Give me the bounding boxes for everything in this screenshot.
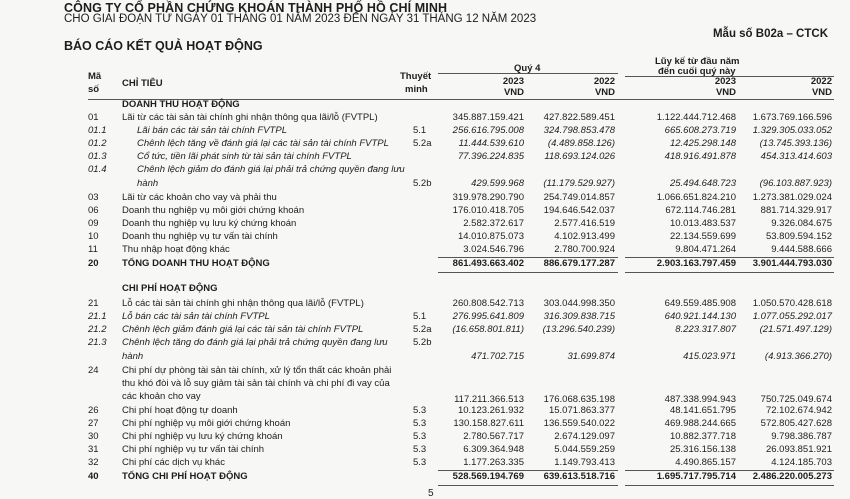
row-q4-2022: 303.044.998.350 xyxy=(543,298,615,309)
row-note: 5.3 xyxy=(413,418,427,429)
report-period: CHO GIAI ĐOẠN TỪ NGÀY 01 THÁNG 01 NĂM 2023 ĐẾN NGÀY 31 THÁNG 12 NĂM 2023 xyxy=(64,13,537,25)
row-code: 26 xyxy=(88,405,99,416)
row-ytd-2022: (96.103.887.923) xyxy=(759,178,832,189)
col-code-label-1: Mã xyxy=(88,71,102,82)
row-q4-2023: 10.123.261.932 xyxy=(457,405,524,416)
row-ytd-2023: 415.023.971 xyxy=(683,351,736,362)
row-note: 5.2b xyxy=(413,178,432,189)
row-q4-2022: 2.674.129.097 xyxy=(554,431,615,442)
row-ytd-2023: 2.903.163.797.459 xyxy=(656,258,736,269)
row-name: Chênh lệch giảm do đánh giá lại phải trả chứng quyền đang lưu xyxy=(137,164,405,175)
table-row xyxy=(0,192,850,205)
row-name: Chi phí các dịch vụ khác xyxy=(122,457,225,468)
col-y22-year: 2022 xyxy=(810,76,832,87)
row-note: 5.2a xyxy=(413,138,432,149)
row-q4-2023: 429.599.968 xyxy=(471,178,524,189)
row-q4-2022: 136.559.540.022 xyxy=(543,418,615,429)
col-ytd-label-1: Lũy kế từ đầu năm xyxy=(655,56,740,67)
table-row xyxy=(0,337,850,350)
row-name: Chi phí nghiệp vụ lưu ký chứng khoán xyxy=(122,431,283,442)
row-q4-2023: 117.211.366.513 xyxy=(454,394,524,405)
col-y23-unit: VND xyxy=(715,87,736,98)
table-row xyxy=(0,405,850,418)
row-name-line3: các khoản cho vay xyxy=(122,391,201,402)
row-ytd-2022: 9.798.386.787 xyxy=(771,431,832,442)
row-q4-2023: 2.780.567.717 xyxy=(463,431,524,442)
table-row xyxy=(0,298,850,311)
row-ytd-2022: 3.901.444.793.030 xyxy=(752,258,832,269)
row-q4-2023: 528.569.194.769 xyxy=(452,471,524,482)
row-ytd-2023: 10.013.483.537 xyxy=(669,218,736,229)
row-ytd-2023: 665.608.273.719 xyxy=(664,125,736,136)
row-ytd-2022: (13.745.393.136) xyxy=(759,138,832,149)
row-q4-2022: 427.822.589.451 xyxy=(543,112,615,123)
row-ytd-2022: 9.444.588.666 xyxy=(771,244,832,255)
row-code: 32 xyxy=(88,457,99,468)
row-note: 5.2a xyxy=(413,324,432,335)
table-row-continued xyxy=(0,351,850,364)
row-code: 30 xyxy=(88,431,99,442)
row-ytd-2023: 25.494.648.723 xyxy=(669,178,736,189)
row-name: Chênh lệch tăng do đánh giá lại phải trả chứng quyền đang lưu xyxy=(122,337,388,348)
table-row xyxy=(0,418,850,431)
row-ytd-2023: 10.882.377.718 xyxy=(669,431,736,442)
row-code: 10 xyxy=(88,231,99,242)
row-q4-2023: 260.808.542.713 xyxy=(452,298,524,309)
row-q4-2022: (13.296.540.239) xyxy=(542,324,615,335)
row-code: 06 xyxy=(88,205,99,216)
company-name: CÔNG TY CỔ PHẦN CHỨNG KHOÁN THÀNH PHỐ HỒ CHÍ MINH xyxy=(64,1,448,15)
page-number: 5 xyxy=(428,488,434,499)
form-number: Mẫu số B02a – CTCK xyxy=(712,28,828,40)
col-q23-unit: VND xyxy=(503,87,524,98)
row-code: 20 xyxy=(88,258,99,269)
row-ytd-2022: 1.077.055.292.017 xyxy=(752,311,832,322)
row-code: 03 xyxy=(88,192,99,203)
section-revenue: DOANH THU HOẠT ĐỘNG xyxy=(122,99,240,110)
row-note: 5.1 xyxy=(413,125,427,136)
row-q4-2022: 886.679.177.287 xyxy=(543,258,615,269)
row-ytd-2022: 1.273.381.029.024 xyxy=(752,192,832,203)
row-ytd-2023: 1.695.717.795.714 xyxy=(656,471,736,482)
row-q4-2023: 176.010.418.705 xyxy=(452,205,524,216)
row-code: 01 xyxy=(88,112,99,123)
row-code: 21.3 xyxy=(88,337,107,348)
row-q4-2022: 2.780.700.924 xyxy=(554,244,615,255)
table-row-continued xyxy=(0,378,850,391)
row-code: 01.1 xyxy=(88,125,107,136)
row-q4-2022: 316.309.838.715 xyxy=(543,311,615,322)
row-q4-2023: 319.978.290.790 xyxy=(452,192,524,203)
row-code: 21.1 xyxy=(88,311,107,322)
row-q4-2023: 77.396.224.835 xyxy=(457,151,524,162)
table-row-total xyxy=(0,258,850,271)
row-q4-2022: 324.798.853.478 xyxy=(543,125,615,136)
row-ytd-2022: 2.486.220.005.273 xyxy=(752,471,832,482)
row-q4-2023: (16.658.801.811) xyxy=(452,324,524,335)
row-name: Doanh thu nghiệp vụ tư vấn tài chính xyxy=(122,231,278,242)
row-name: Lỗ các tài sản tài chính ghi nhận thông qua lãi/lỗ (FVTPL) xyxy=(122,298,364,309)
row-note: 5.3 xyxy=(413,444,427,455)
row-name: Thu nhập hoạt động khác xyxy=(122,244,230,255)
row-name: Lỗ bán các tài sản tài chính FVTPL xyxy=(122,311,270,322)
row-q4-2022: 4.102.913.499 xyxy=(554,231,615,242)
row-note: 5.2b xyxy=(413,337,432,348)
col-q22-unit: VND xyxy=(594,87,615,98)
row-ytd-2023: 25.316.156.138 xyxy=(669,444,736,455)
row-q4-2022: 5.044.559.259 xyxy=(554,444,615,455)
row-code: 21.2 xyxy=(88,324,107,335)
table-row xyxy=(0,218,850,231)
row-name: Lãi từ các khoản cho vay và phải thu xyxy=(122,192,277,203)
row-q4-2022: 1.149.793.413 xyxy=(554,457,615,468)
row-note: 5.3 xyxy=(413,431,427,442)
row-ytd-2023: 1.122.444.712.468 xyxy=(656,112,736,123)
row-name: Cổ tức, tiền lãi phát sinh từ tài sản tài chính FVTPL xyxy=(137,151,352,162)
row-q4-2023: 345.887.159.421 xyxy=(452,112,524,123)
col-quarter-label: Quý 4 xyxy=(514,63,541,74)
row-name-line2: hành xyxy=(137,178,159,189)
row-code: 24 xyxy=(88,365,99,376)
row-name: Doanh thu nghiệp vụ lưu ký chứng khoán xyxy=(122,218,297,229)
row-ytd-2022: 72.102.674.942 xyxy=(765,405,832,416)
row-ytd-2023: 649.559.485.908 xyxy=(664,298,736,309)
row-q4-2022: 2.577.416.519 xyxy=(554,218,615,229)
row-ytd-2022: 53.809.594.152 xyxy=(765,231,832,242)
table-row xyxy=(0,365,850,378)
table-row xyxy=(0,231,850,244)
row-code: 40 xyxy=(88,471,99,482)
row-q4-2023: 14.010.875.073 xyxy=(457,231,524,242)
table-row xyxy=(0,311,850,324)
row-name: Chênh lệch tăng về đánh giá lại các tài sản tài chính FVTPL xyxy=(137,138,389,149)
row-q4-2023: 130.158.827.611 xyxy=(453,418,524,429)
row-code: 11 xyxy=(88,244,98,255)
row-q4-2022: 176.068.635.198 xyxy=(543,394,615,405)
row-ytd-2023: 12.425.298.148 xyxy=(669,138,736,149)
row-q4-2023: 861.493.663.402 xyxy=(452,258,524,269)
row-ytd-2023: 4.490.865.157 xyxy=(675,457,736,468)
row-code: 09 xyxy=(88,218,99,229)
row-q4-2023: 276.995.641.809 xyxy=(452,311,524,322)
row-ytd-2023: 22.134.559.699 xyxy=(669,231,736,242)
table-row xyxy=(0,244,850,257)
row-ytd-2022: 9.326.084.675 xyxy=(771,218,832,229)
row-ytd-2023: 418.916.491.878 xyxy=(664,151,736,162)
row-code: 21 xyxy=(88,298,99,309)
row-name: Chi phí dự phòng tài sản tài chính, xử lý tổn thất các khoản phải xyxy=(122,365,392,376)
row-q4-2023: 2.582.372.617 xyxy=(463,218,524,229)
row-ytd-2023: 487.338.994.943 xyxy=(664,394,736,405)
col-y23-year: 2023 xyxy=(714,76,736,87)
row-name: TỔNG DOANH THU HOẠT ĐỘNG xyxy=(122,258,270,269)
table-row xyxy=(0,164,850,177)
row-ytd-2022: 750.725.049.674 xyxy=(760,394,832,405)
row-q4-2022: 639.613.518.716 xyxy=(543,471,615,482)
row-ytd-2022: (21.571.497.129) xyxy=(759,324,832,335)
table-row xyxy=(0,431,850,444)
row-q4-2022: 194.646.542.037 xyxy=(543,205,615,216)
col-code-label-2: số xyxy=(88,84,100,95)
row-name-line2: hành xyxy=(122,351,144,362)
row-ytd-2022: 572.805.427.628 xyxy=(760,418,832,429)
row-ytd-2022: 4.124.185.703 xyxy=(771,457,832,468)
table-row-continued xyxy=(0,178,850,191)
report-title: BÁO CÁO KẾT QUẢ HOẠT ĐỘNG xyxy=(64,39,263,53)
row-note: 5.1 xyxy=(413,311,427,322)
row-note: 5.3 xyxy=(413,405,427,416)
row-q4-2023: 256.616.795.008 xyxy=(452,125,524,136)
col-note-label-2: minh xyxy=(405,84,428,95)
table-row xyxy=(0,205,850,218)
row-name: Doanh thu nghiệp vụ môi giới chứng khoán xyxy=(122,205,305,216)
row-q4-2022: 15.071.863.377 xyxy=(548,405,615,416)
row-ytd-2023: 8.223.317.807 xyxy=(675,324,736,335)
row-name: Lãi bán các tài sản tài chính FVTPL xyxy=(137,125,287,136)
row-name: TỔNG CHI PHÍ HOẠT ĐỘNG xyxy=(122,471,248,482)
row-ytd-2023: 1.066.651.824.210 xyxy=(656,192,736,203)
row-q4-2023: 3.024.546.796 xyxy=(463,244,524,255)
col-y22-unit: VND xyxy=(811,87,832,98)
col-ytd-label-2: đến cuối quý này xyxy=(658,66,736,77)
row-ytd-2023: 469.988.244.665 xyxy=(664,418,736,429)
row-ytd-2023: 48.141.651.795 xyxy=(669,405,736,416)
row-q4-2023: 11.444.539.610 xyxy=(458,138,524,149)
row-ytd-2022: 1.673.769.166.596 xyxy=(752,112,832,123)
row-q4-2023: 471.702.715 xyxy=(471,351,524,362)
row-name: Chi phí hoạt động tự doanh xyxy=(122,405,238,416)
row-q4-2022: 254.749.014.857 xyxy=(543,192,615,203)
row-q4-2022: 31.699.874 xyxy=(567,351,615,362)
row-ytd-2023: 672.114.746.281 xyxy=(665,205,736,216)
row-ytd-2022: 26.093.851.921 xyxy=(765,444,832,455)
row-note: 5.3 xyxy=(413,457,427,468)
row-name: Chi phí nghiệp vụ môi giới chứng khoán xyxy=(122,418,291,429)
section-expense: CHI PHÍ HOẠT ĐỘNG xyxy=(122,283,218,294)
table-row xyxy=(0,112,850,125)
row-code: 31 xyxy=(88,444,99,455)
row-name: Chênh lệch giảm đánh giá lại các tài sản tài chính FVTPL xyxy=(122,324,364,335)
row-name: Chi phí nghiệp vụ tư vấn tài chính xyxy=(122,444,265,455)
table-row xyxy=(0,138,850,151)
row-ytd-2022: 881.714.329.917 xyxy=(760,205,832,216)
row-q4-2022: 118.693.124.026 xyxy=(544,151,615,162)
col-q23-year: 2023 xyxy=(502,76,524,87)
row-ytd-2022: 1.050.570.428.618 xyxy=(752,298,832,309)
table-row xyxy=(0,457,850,470)
table-row xyxy=(0,151,850,164)
table-row xyxy=(0,444,850,457)
table-row-total xyxy=(0,471,850,484)
row-ytd-2022: (4.913.366.270) xyxy=(764,351,832,362)
row-q4-2023: 6.309.364.948 xyxy=(463,444,524,455)
col-item-label: CHỈ TIÊU xyxy=(122,78,163,89)
table-row xyxy=(0,324,850,337)
row-name-line2: thu khó đòi và lỗ suy giảm tài sản tài chính và chi phí đi vay của xyxy=(122,378,390,389)
row-code: 01.3 xyxy=(88,151,107,162)
row-ytd-2023: 9.804.471.264 xyxy=(675,244,736,255)
row-ytd-2022: 454.313.414.603 xyxy=(760,151,832,162)
row-q4-2023: 1.177.263.335 xyxy=(463,457,524,468)
row-name: Lãi từ các tài sản tài chính ghi nhận thông qua lãi/lỗ (FVTPL) xyxy=(122,112,378,123)
col-q22-year: 2022 xyxy=(593,76,615,87)
row-code: 01.2 xyxy=(88,138,107,149)
row-q4-2022: (4.489.858.126) xyxy=(547,138,615,149)
row-q4-2022: (11.179.529.927) xyxy=(543,178,615,189)
table-row-continued xyxy=(0,391,850,404)
col-note-label-1: Thuyết xyxy=(400,71,432,82)
row-code: 27 xyxy=(88,418,99,429)
row-ytd-2023: 640.921.144.130 xyxy=(664,311,736,322)
table-row xyxy=(0,125,850,138)
row-code: 01.4 xyxy=(88,164,107,175)
row-ytd-2022: 1.329.305.033.052 xyxy=(752,125,832,136)
